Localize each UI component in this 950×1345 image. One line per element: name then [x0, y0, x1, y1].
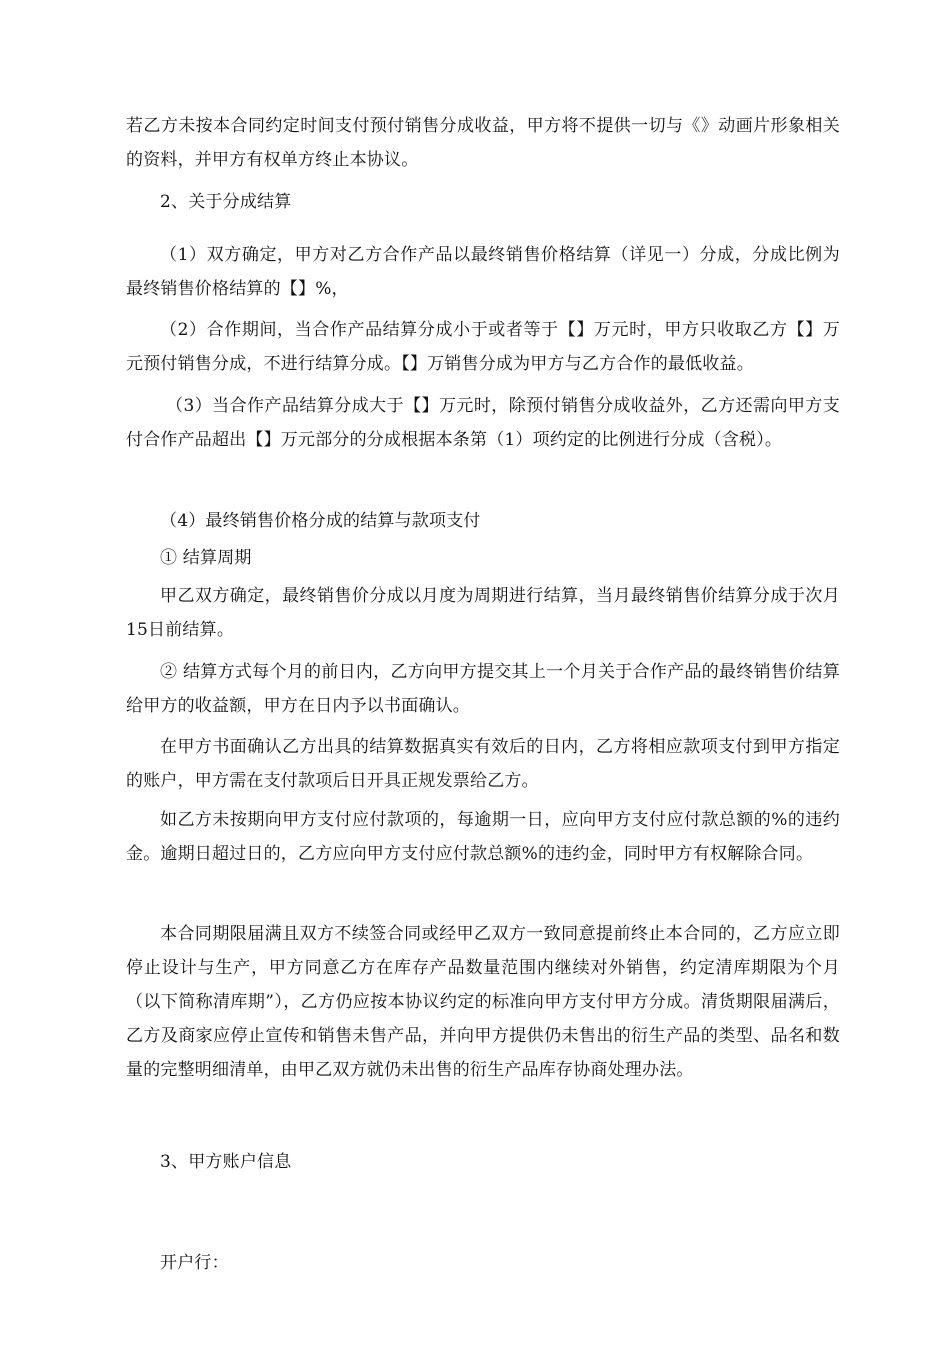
paragraph-clause-3: （3）当合作产品结算分成大于【】万元时，除预付销售分成收益外，乙方还需向甲方支付合作产品超出【】万元部分的分成根据本条第（1）项约定的比例进行分成（含税）。 — [126, 396, 840, 450]
label-opening-bank: 开户行： — [160, 1253, 229, 1273]
paragraph-settlement-cycle: 甲乙双方确定，最终销售价分成以月度为周期进行结算，当月最终销售价结算分成于次月15日前结算。 — [126, 586, 840, 640]
paragraph-payment-account: 在甲方书面确认乙方出具的结算数据真实有效后的日内，乙方将相应款项支付到甲方指定的账户，甲方需在支付款项后日开具正规发票给乙方。 — [126, 737, 840, 791]
paragraph-termination-clearance: 本合同期限届满且双方不续签合同或经甲乙双方一致同意提前终止本合同的，乙方应立即停止设计与生产，甲方同意乙方在库存产品数量范围内继续对外销售，约定清库期限为个月（以下简称清库期”），乙方仍应按本协议约定的标准向甲方支付甲方分成。清货期限届满后，乙方及商家应停止宣传和销售未售产品，并向甲方提供仍未售出的衍生产品的类型、品名和数量的完整明细清单，由甲乙双方就仍未出售的衍生产品库存协商处理办法。 — [126, 924, 840, 1080]
paragraph-late-payment: 如乙方未按期向甲方支付应付款项的，每逾期一日，应向甲方支付应付款总额的%的违约金。逾期日超过日的，乙方应向甲方支付应付款总额%的违约金，同时甲方有权解除合同。 — [126, 810, 840, 864]
heading-account-info: 3、甲方账户信息 — [160, 1152, 292, 1172]
subheading-settlement-cycle: ① 结算周期 — [160, 548, 252, 568]
heading-settlement: 2、关于分成结算 — [160, 192, 292, 212]
paragraph-prepayment-default: 若乙方未按本合同约定时间支付预付销售分成收益，甲方将不提供一切与《》动画片形象相关的资料，并甲方有权单方终止本协议。 — [126, 116, 840, 170]
paragraph-clause-1: （1）双方确定，甲方对乙方合作产品以最终销售价格结算（详见一）分成，分成比例为最终销售价格结算的【】%， — [126, 245, 840, 299]
paragraph-clause-2: （2）合作期间，当合作产品结算分成小于或者等于【】万元时，甲方只收取乙方【】万元预付销售分成，不进行结算分成。【】万销售分成为甲方与乙方合作的最低收益。 — [126, 320, 840, 374]
paragraph-clause-4-heading: （4）最终销售价格分成的结算与款项支付 — [160, 511, 481, 531]
paragraph-settlement-method: ② 结算方式每个月的前日内，乙方向甲方提交其上一个月关于合作产品的最终销售价结算给甲方的收益额，甲方在日内予以书面确认。 — [126, 662, 840, 716]
